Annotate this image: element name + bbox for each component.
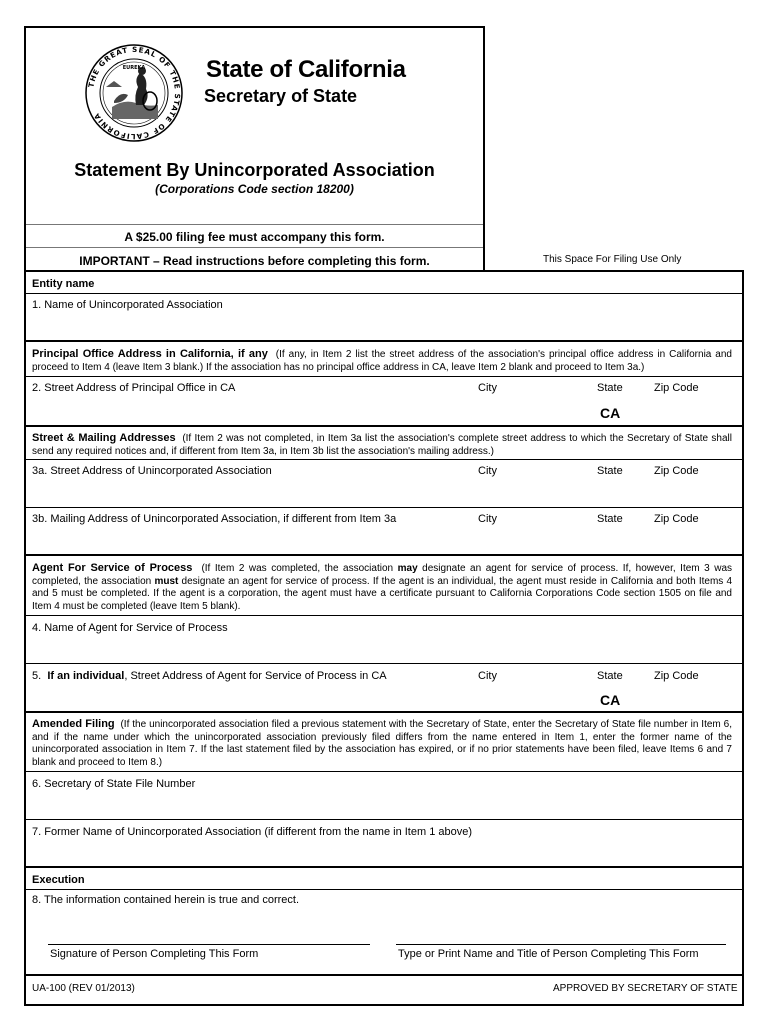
item5-label[interactable] (32, 670, 387, 682)
section-divider (26, 340, 742, 342)
office-title: Secretary of State (204, 86, 358, 106)
divider (26, 819, 742, 820)
section-divider (26, 974, 742, 976)
item6-label[interactable]: 6. Secretary of State File Number (32, 778, 196, 790)
item3b-zip: Zip Code (654, 513, 699, 525)
agent-instructions-part: (If Item 2 was completed, the association (201, 563, 394, 574)
item7-label[interactable]: 7. Former Name of Unincorporated Association (if different from the name in Item 1 above) (32, 826, 472, 838)
item2-label[interactable]: 2. Street Address of Principal Office in CA (32, 382, 236, 394)
filing-space-label: This Space For Filing Use Only (543, 254, 682, 265)
signature-label: Signature of Person Completing This Form (50, 948, 259, 960)
item8-label: 8. The information contained herein is true and correct. (32, 894, 300, 906)
form-title: Statement By Unincorporated Association (74, 160, 435, 180)
item3a-zip: Zip Code (654, 465, 699, 477)
divider (26, 293, 742, 294)
agent-instructions-must: must (154, 575, 179, 587)
item5-state-value: CA (600, 692, 621, 708)
seal-text: THE GREAT SEAL OF THE STATE OF CALIFORNIA (86, 44, 183, 142)
agent-instructions-may: may (397, 563, 418, 574)
form-subtitle: (Corporations Code section 18200) (155, 182, 354, 196)
seal-motto: EUREKA (122, 65, 146, 71)
divider (26, 771, 742, 772)
important-notice: IMPORTANT – Read instructions before completing this form. (79, 254, 430, 268)
item3b-label[interactable]: 3b. Mailing Address of Unincorporated Association, if different from Item 3a (32, 513, 397, 525)
name-title-label: Type or Print Name and Title of Person Completing This Form (398, 948, 699, 960)
principal-instructions: (If any, in Item 2 list the street address of the association's principal office address in California and proceed to Item 4 (leave Item 3 blank.) If the association has no principal office address in CA, leave Item 2 blank and proceed to Item 3a.) (32, 349, 732, 373)
mailing-heading: Street & Mailing Addresses (32, 432, 176, 444)
entity-heading: Entity name (32, 278, 95, 290)
item5-city: City (478, 670, 497, 682)
item3b-city: City (478, 513, 497, 525)
name-title-line[interactable] (396, 944, 726, 945)
divider (26, 663, 742, 664)
form-number: UA-100 (REV 01/2013) (32, 983, 135, 994)
divider (26, 224, 483, 225)
divider (26, 459, 742, 460)
item4-label[interactable]: 4. Name of Agent for Service of Process (32, 622, 228, 634)
section-divider (26, 711, 742, 713)
section-divider (26, 554, 742, 556)
agent-section (32, 562, 732, 613)
execution-heading: Execution (32, 874, 85, 886)
principal-heading: Principal Office Address in California, if any (32, 348, 268, 360)
section-divider (26, 425, 742, 427)
item3b-state: State (597, 513, 623, 525)
item5-number: 5. (32, 670, 42, 682)
fee-notice: A $25.00 filing fee must accompany this form. (124, 230, 385, 244)
divider (26, 247, 483, 248)
state-title: State of California (206, 56, 406, 83)
item2-state: State (597, 382, 623, 394)
agent-heading: Agent For Service of Process (32, 562, 193, 574)
item3a-city: City (478, 465, 497, 477)
item2-state-value: CA (600, 405, 621, 421)
divider (26, 889, 742, 890)
item3a-label[interactable]: 3a. Street Address of Unincorporated Association (32, 465, 272, 477)
mailing-section (32, 432, 732, 458)
item5-zip: Zip Code (654, 670, 699, 682)
agent-instructions-part: designate an agent for service of process. If, however, Item 3 was completed, the association (32, 563, 733, 587)
mailing-instructions: (If Item 2 was not completed, in Item 3a list the association's complete street address to which the Secretary of State shall send any required notices and, if different from Item 3a, in Item 3b list the association's mailing address.) (32, 433, 732, 457)
signature-line[interactable] (48, 944, 370, 945)
item2-zip: Zip Code (654, 382, 699, 394)
item5-rest: , Street Address of Agent for Service of Process in CA (124, 670, 387, 682)
amended-section (32, 718, 732, 769)
section-divider (26, 866, 742, 868)
amended-instructions: (If the unincorporated association filed a previous statement with the Secretary of State, enter the Secretary of State file number in Item 6, and if the name under which the unincorporated association previously filed differs from the name entered in Item 1, enter the former name of the unincorporated association in Item 7. If the last statement filed by the association has expired, or if no prior statements have been filed, leave Items 6 and 7 blank and proceed to Item 8.) (32, 719, 733, 768)
agent-instructions-part: designate an agent for service of process. If the agent is an individual, the agent must reside in California and both Items 4 and 5 must be completed. If the agent is a corporation, the agent must have a certificate pursuant to California Corporations Code section 1505 on file and Item 4 must be completed (leave Item 5 blank). (32, 575, 733, 612)
divider (26, 615, 742, 616)
approval-text: APPROVED BY SECRETARY OF STATE (553, 983, 738, 994)
item3a-state: State (597, 465, 623, 477)
item1-label[interactable]: 1. Name of Unincorporated Association (32, 299, 223, 311)
amended-heading: Amended Filing (32, 718, 115, 730)
california-seal-icon (84, 43, 184, 143)
item5-bold: If an individual (47, 670, 125, 682)
item2-city: City (478, 382, 497, 394)
principal-section (32, 348, 732, 374)
item5-state: State (597, 670, 623, 682)
divider (26, 507, 742, 508)
divider (26, 376, 742, 377)
